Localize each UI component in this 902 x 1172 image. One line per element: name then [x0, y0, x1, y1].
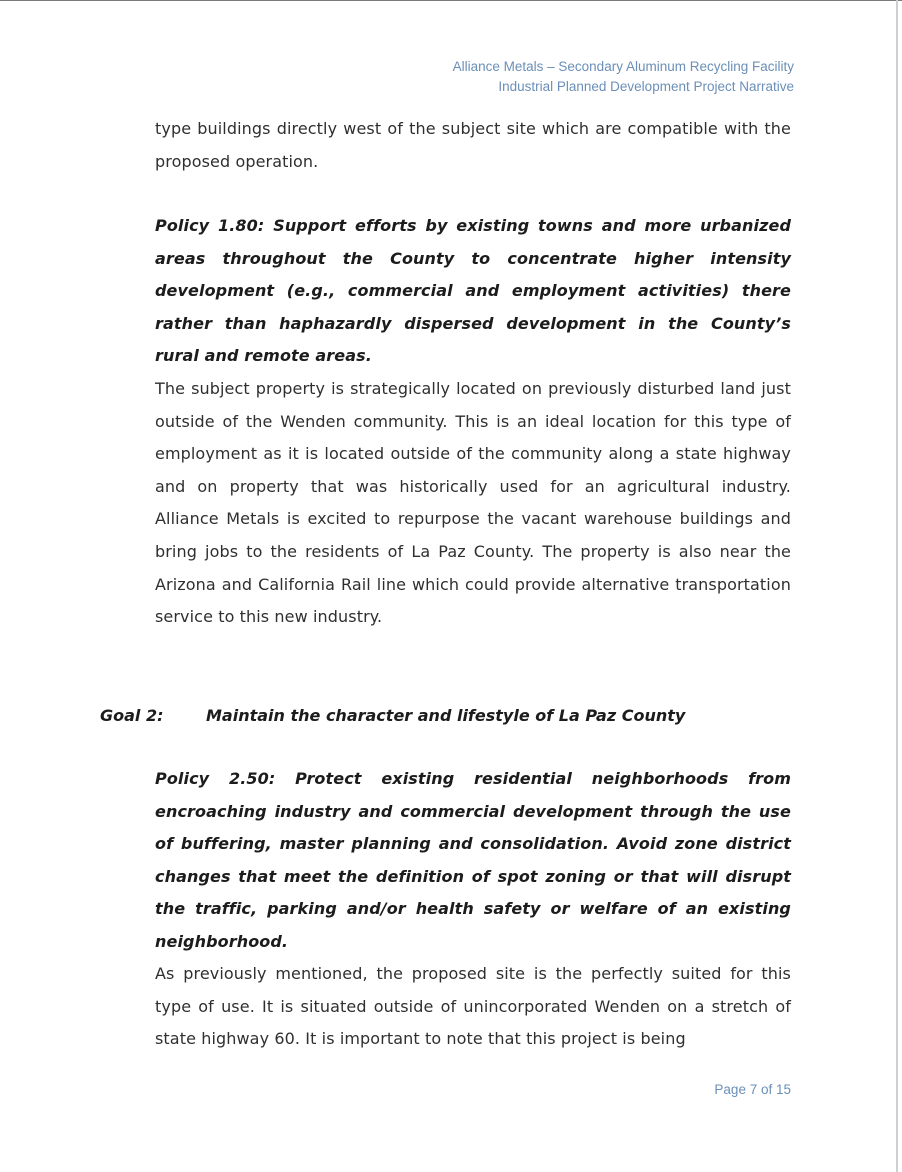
- top-rule: [0, 0, 902, 1]
- running-header: [453, 57, 794, 97]
- goal-text: Maintain the character and lifestyle of La Paz County: [206, 706, 686, 725]
- header-subtitle: Industrial Planned Development Project Narrative: [498, 79, 794, 94]
- goal-label: Goal 2:: [100, 706, 164, 725]
- page-number: Page 7 of 15: [714, 1082, 791, 1097]
- policy-2-50: Policy 2.50: Protect existing residential neighborhoods from encroaching industry and commercial development through the use of buffering, master planning and consolidation. Avoid zone district changes that meet the definition of spot zoning or that will disrupt the traffic, parking and/or health safety or welfare of an existing neighborhood.: [155, 769, 791, 951]
- page-edge: [896, 0, 898, 1172]
- continuation-paragraph: type buildings directly west of the subject site which are compatible with the proposed operation.: [155, 119, 791, 171]
- goal-2-heading: [100, 703, 800, 729]
- header-title: Alliance Metals – Secondary Aluminum Recycling Facility: [452, 59, 794, 74]
- policy-1-80-response: The subject property is strategically located on previously disturbed land just outside of the Wenden community. This is an ideal location for this type of employment as it is located outside of the community along a state highway and on property that was historically used for an agricultural industry. Alliance Metals is excited to repurpose the vacant warehouse buildings and bring jobs to the residents of La Paz County. The property is also near the Arizona and California Rail line which could provide alternative transportation service to this new industry.: [155, 379, 791, 627]
- policy-2-50-response: As previously mentioned, the proposed site is the perfectly suited for this type of use. It is situated outside of unincorporated Wenden on a stretch of state highway 60. It is important to note that this project is being: [155, 964, 791, 1049]
- policy-1-80: Policy 1.80: Support efforts by existing towns and more urbanized areas throughout the County to concentrate higher intensity development (e.g., commercial and employment activities) there rather than haphazardly dispersed development in the County’s rural and remote areas.: [155, 216, 791, 366]
